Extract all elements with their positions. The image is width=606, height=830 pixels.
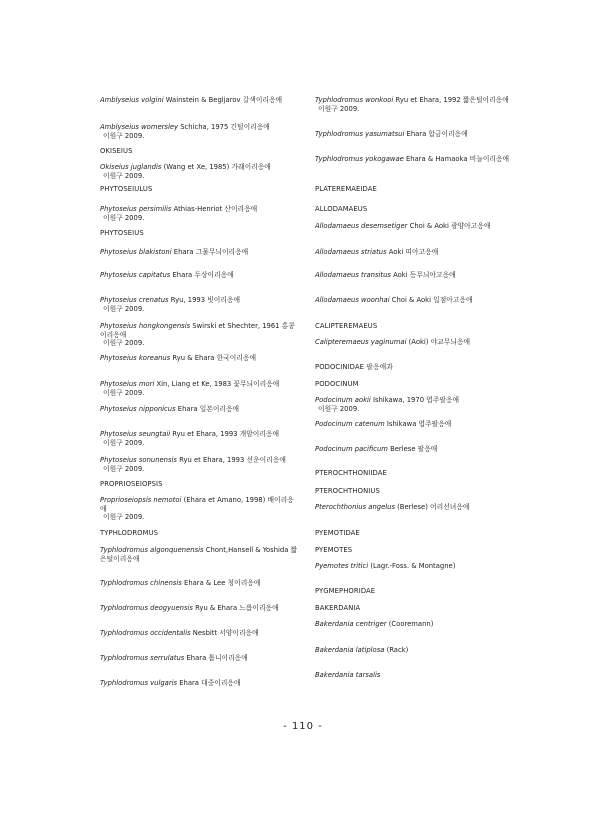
species-entry (100, 96, 298, 105)
species-author-common-name: Ehara 일본이리응애 (175, 405, 240, 413)
species-entry (315, 222, 515, 231)
taxon-heading: PTEROCHTHONIIDAE (315, 469, 387, 477)
species-name: Podocinum aokii (315, 396, 371, 404)
species-author-common-name: Aoki 띠아고응애 (386, 248, 439, 256)
species-name: Typhlodromus yasumatsui (315, 130, 405, 138)
species-name: Typhlodromus vulgaris (100, 679, 178, 687)
species-entry (100, 354, 298, 363)
species-entry (315, 646, 515, 655)
species-author-common-name: (Berlese) 어리선녀응애 (395, 503, 470, 511)
species-author-common-name: Ehara 합금이리응애 (404, 130, 468, 138)
species-author-common-name: Swirski et Shechter, 1961 홍콩이리응애 (100, 322, 295, 339)
species-author-common-name: Ehara 그물무늬이리응애 (171, 248, 249, 256)
species-name: Phytoseius persimilis (100, 205, 172, 213)
species-entry (100, 546, 298, 563)
species-entry (100, 163, 298, 180)
species-name: Phytoseius crenatus (100, 296, 169, 304)
species-entry (100, 380, 298, 397)
species-author-common-name: Ehara 톱니이리응애 (184, 654, 248, 662)
species-author-common-name: Xin, Liang et Ke, 1983 꽃무늬이리응애 (154, 380, 280, 388)
species-name: Typhlodromus deogyuensis (100, 604, 193, 612)
species-entry (100, 496, 298, 522)
species-entry (315, 445, 515, 454)
species-entry (100, 456, 298, 473)
species-name: Allodamaeus transitus (315, 271, 391, 279)
species-entry (100, 296, 298, 313)
species-entry (100, 679, 298, 688)
taxon-heading: TYPHLODROMUS (100, 529, 159, 537)
species-entry (100, 271, 298, 280)
species-name: Typhlodromus occidentalis (100, 629, 191, 637)
page-number: - 110 - (283, 721, 323, 732)
species-author-common-name: Wainstein & Begljarov 갈색이리응애 (163, 96, 283, 104)
species-author-common-name: Aoki 등무늬아고응애 (390, 271, 456, 279)
species-entry (315, 562, 515, 571)
species-author-common-name: (Cooremann) (386, 620, 434, 628)
species-name: Phytoseius capitatus (100, 271, 171, 279)
species-reference: 이원구 2009. (103, 131, 145, 140)
species-author-common-name: Chont,Hansell & Yoshida 짧은털이리응애 (100, 546, 298, 563)
species-author-common-name: Ehara 대중이리응애 (177, 679, 241, 687)
species-entry (315, 396, 515, 413)
taxon-heading: PTEROCHTHONIUS (315, 487, 380, 495)
species-name: Okiseius juglandis (100, 163, 162, 171)
species-author-common-name: Ryu et Ehara, 1993 개암이리응애 (170, 430, 280, 438)
species-reference: 이원구 2009. (103, 464, 145, 473)
species-author-common-name: Athias-Henriot 산이리응애 (171, 205, 258, 213)
species-entry (315, 96, 515, 113)
taxon-heading: PODOCINIDAE 팔응애과 (315, 363, 393, 371)
taxon-heading: PHYTOSEIULUS (100, 185, 153, 193)
species-name: Bakerdania centriger (315, 620, 387, 628)
species-name: Proprioseiopsis nemotoi (100, 496, 182, 504)
species-author-common-name: Ehara 두상이리응애 (170, 271, 234, 279)
species-name: Phytoseius blakistoni (100, 248, 172, 256)
species-author-common-name: Ryu et Ehara, 1992 짧은털이리응애 (393, 96, 509, 104)
species-name: Phytoseius mori (100, 380, 155, 388)
species-author-common-name: Ehara & Hamaoka 비늘이리응애 (403, 155, 510, 163)
species-name: Allodamaeus woonhai (315, 296, 390, 304)
species-author-common-name: (Aoki) 야교무늬응애 (406, 338, 471, 346)
species-author-common-name: Ishikawa, 1970 엽주팔응애 (370, 396, 460, 404)
species-author-common-name: Choi & Aoki 일점아고응애 (389, 296, 473, 304)
species-entry (315, 620, 515, 629)
species-entry (100, 629, 298, 638)
species-name: Pterochthonius angelus (315, 503, 395, 511)
species-name: Allodamaeus desemsetiger (315, 222, 408, 230)
species-author-common-name: Ryu & Ehara 한국이리응애 (170, 354, 257, 362)
species-name: Phytoseius sonunensis (100, 456, 177, 464)
species-entry (315, 420, 515, 429)
species-reference: 이원구 2009. (103, 171, 145, 180)
species-name: Pyemotes tritici (315, 562, 369, 570)
species-name: Allodamaeus striatus (315, 248, 387, 256)
species-entry (100, 405, 298, 414)
taxon-heading: PROPRIOSEIOPSIS (100, 480, 163, 488)
species-name: Typhlodromus algonquenensis (100, 546, 204, 554)
species-entry (315, 130, 515, 139)
species-name: Typhlodromus yokogawae (315, 155, 404, 163)
species-entry (315, 155, 515, 164)
species-author-common-name: Schicha, 1975 긴털이리응애 (178, 123, 270, 131)
species-entry (100, 654, 298, 663)
species-reference: 이원구 2009. (103, 438, 145, 447)
species-name: Podocinum catenum (315, 420, 385, 428)
species-author-common-name: (Wang et Xe, 1985) 가래이리응애 (161, 163, 271, 171)
species-name: Phytoseius koreanus (100, 354, 171, 362)
species-author-common-name: Choi & Aoki 광양아고응애 (407, 222, 491, 230)
species-author-common-name: Berlese 팔응애 (387, 445, 438, 453)
species-name: Calipteremaeus yaginumai (315, 338, 407, 346)
species-author-common-name: Ryu, 1993 빗이리응애 (168, 296, 241, 304)
species-entry (100, 430, 298, 447)
species-author-common-name: Ryu et Ehara, 1993 선운이리응애 (176, 456, 286, 464)
taxon-heading: PHYTOSEIUS (100, 229, 144, 237)
taxon-heading: PYEMOTES (315, 546, 353, 554)
species-reference: 이원구 2009. (318, 104, 360, 113)
species-author-common-name: Ishikawa 엽주팔응애 (384, 420, 452, 428)
taxon-heading: BAKERDANIA (315, 604, 361, 612)
species-name: Typhlodromus wonkooi (315, 96, 394, 104)
species-reference: 이원구 2009. (103, 339, 145, 348)
species-name: Bakerdania tarsalis (315, 671, 381, 679)
species-entry (100, 579, 298, 588)
taxon-heading: PODOCINUM (315, 380, 359, 388)
species-entry (100, 248, 298, 257)
taxon-heading: PYEMOTIDAE (315, 529, 360, 537)
species-reference: 이원구 2009. (318, 404, 360, 413)
species-name: Phytoseius nipponicus (100, 405, 176, 413)
species-name: Phytoseius hongkongensis (100, 322, 191, 330)
species-name: Typhlodromus serrulatus (100, 654, 185, 662)
species-reference: 이원구 2009. (103, 513, 145, 522)
taxon-heading: PLATEREMAEIDAE (315, 185, 377, 193)
species-entry (315, 671, 515, 680)
species-reference: 이원구 2009. (103, 304, 145, 313)
species-name: Amblyseius womersley (100, 123, 179, 131)
species-author-common-name: Nesbitt 서양이리응애 (190, 629, 259, 637)
species-reference: 이원구 2009. (103, 388, 145, 397)
taxon-heading: OKISEIUS (100, 147, 133, 155)
species-name: Typhlodromus chinensis (100, 579, 182, 587)
species-author-common-name: (Rack) (384, 646, 409, 654)
taxon-heading: ALLODAMAEUS (315, 205, 368, 213)
species-entry (100, 322, 298, 348)
species-name: Amblyseius volgini (100, 96, 164, 104)
species-entry (315, 296, 515, 305)
species-author-common-name: (Lagr.-Foss. & Montagne) (368, 562, 456, 570)
species-entry (100, 123, 298, 140)
species-name: Bakerdania latiplosa (315, 646, 385, 654)
taxon-heading: CALIPTEREMAEUS (315, 322, 378, 330)
species-entry (315, 503, 515, 512)
species-author-common-name: Ehara & Lee 청이리응애 (181, 579, 261, 587)
species-entry (100, 604, 298, 613)
species-name: Phytoseius seungtaii (100, 430, 171, 438)
species-author-common-name: Ryu & Ehara 느릅이리응애 (192, 604, 279, 612)
species-entry (315, 248, 515, 257)
species-reference: 이원구 2009. (103, 213, 145, 222)
species-entry (100, 205, 298, 222)
taxon-heading: PYGMEPHORIDAE (315, 587, 376, 595)
species-entry (315, 338, 515, 347)
species-entry (315, 271, 515, 280)
species-name: Podocinum pacificum (315, 445, 388, 453)
species-author-common-name: (Ehara et Amano, 1998) 배이리응애 (100, 496, 294, 513)
